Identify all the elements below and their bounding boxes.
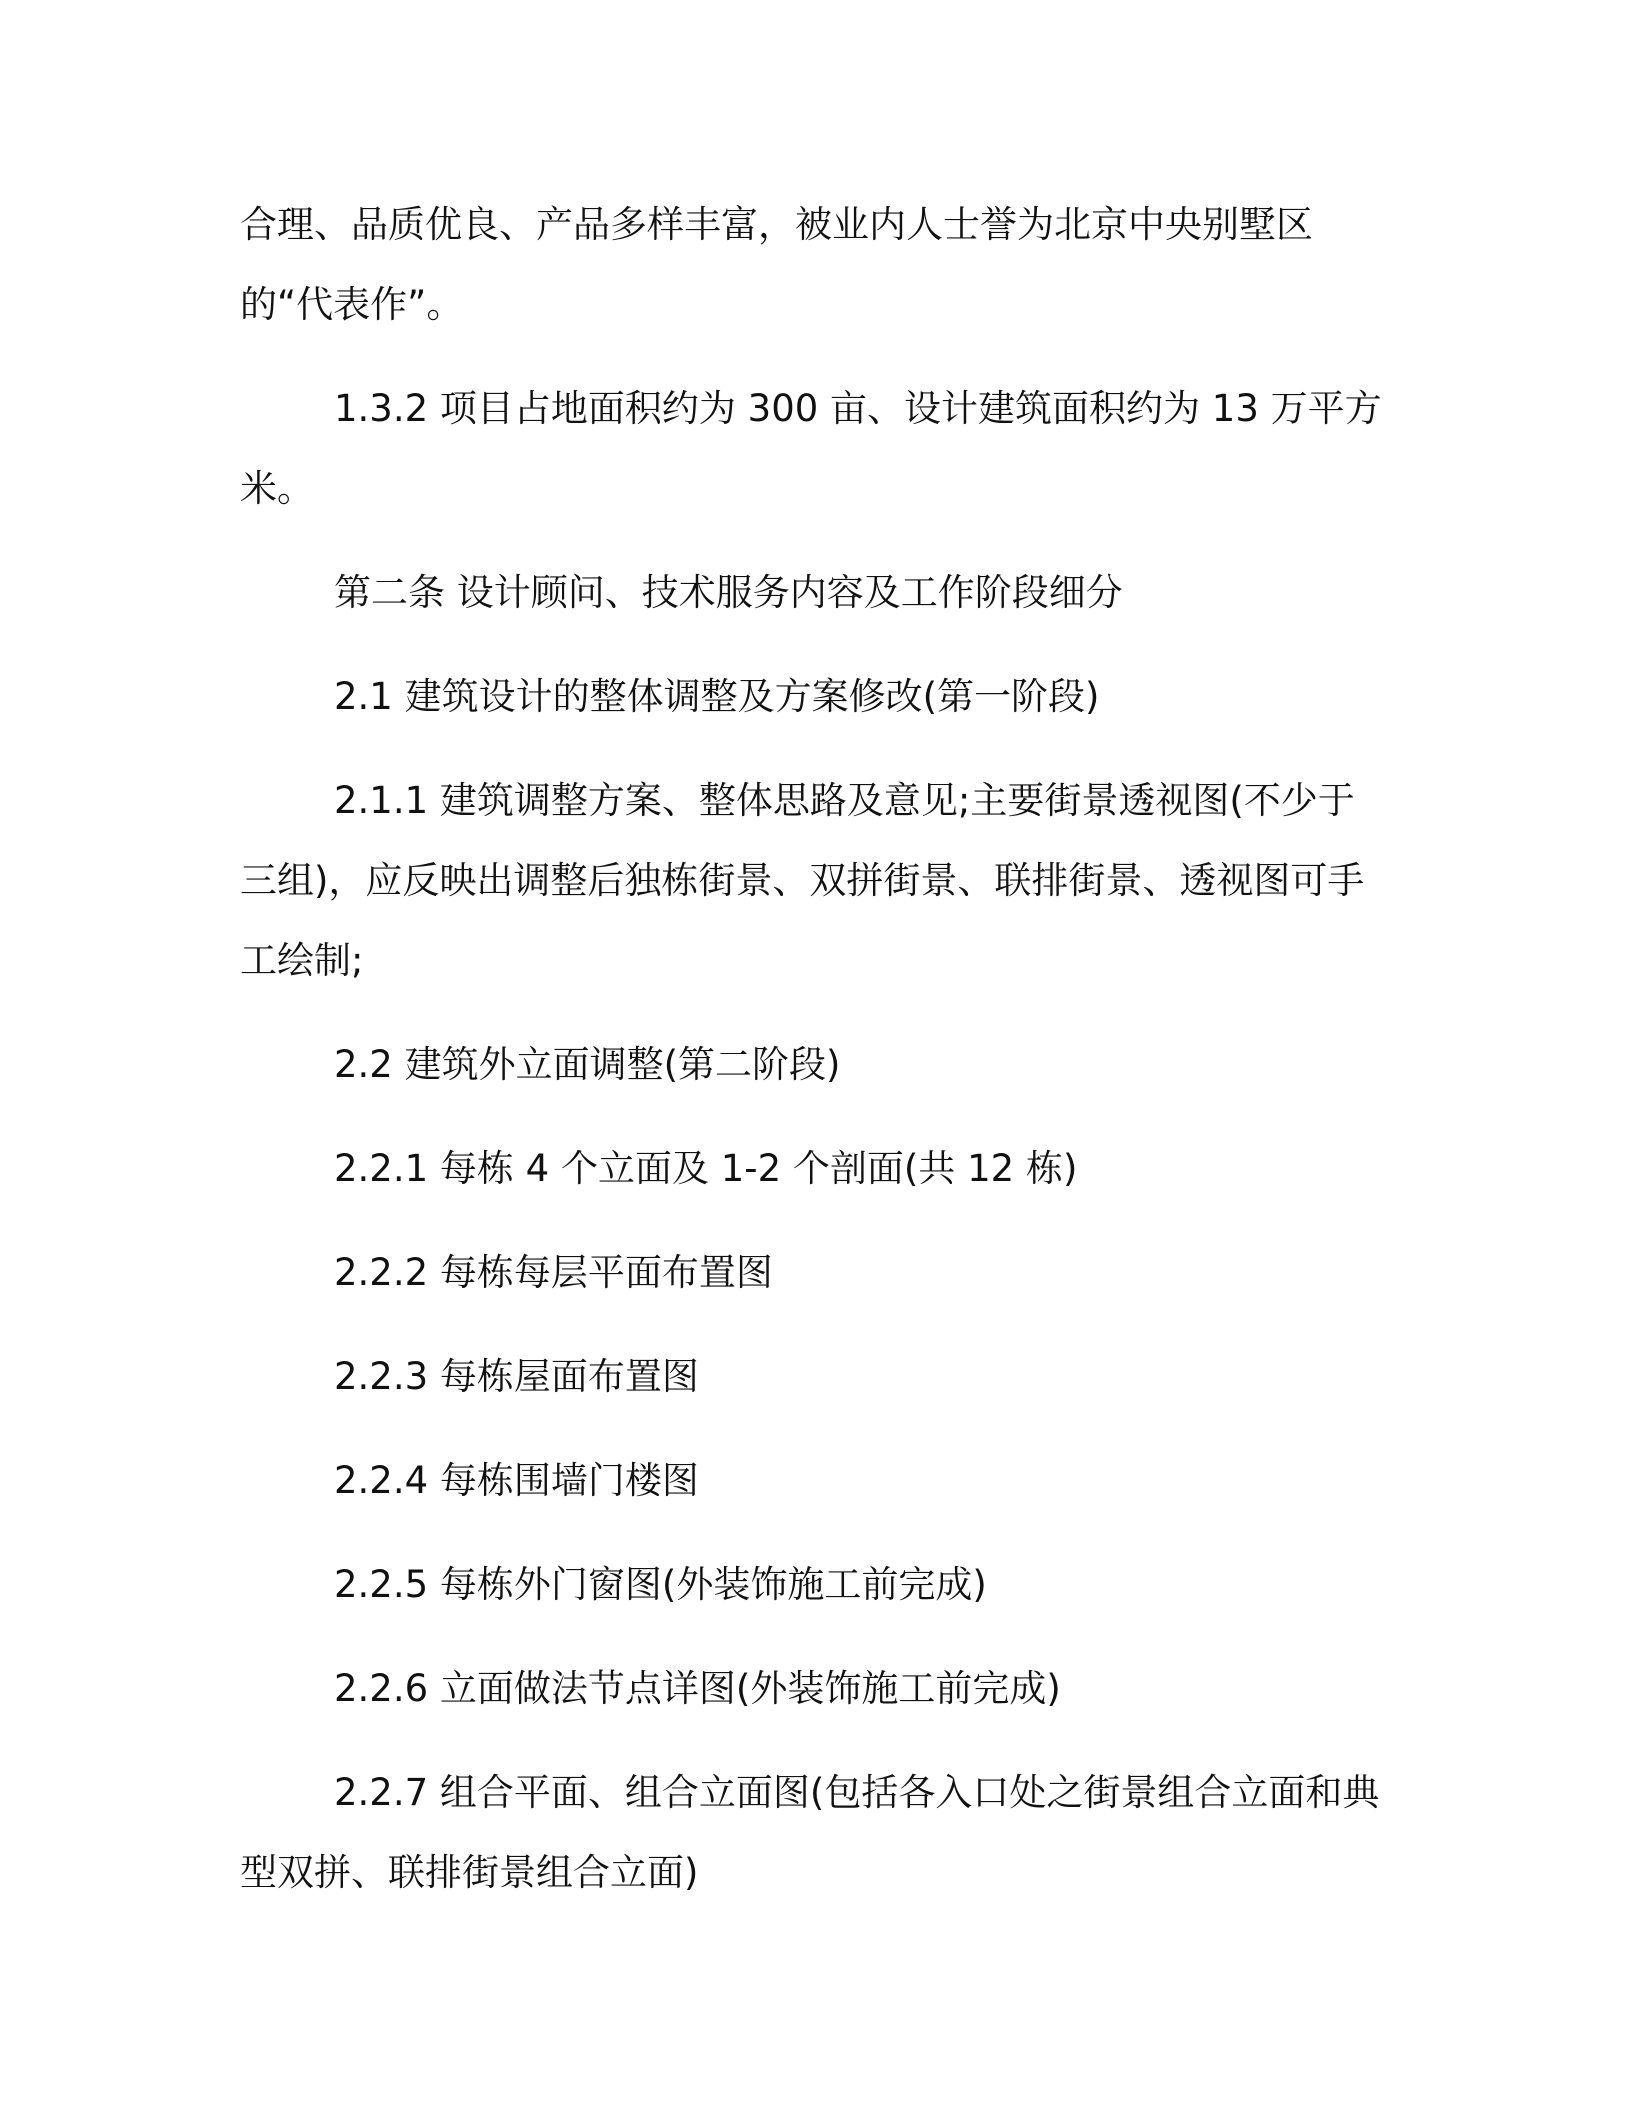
paragraph-2-1-1: 2.1.1 建筑调整方案、整体思路及意见;主要街景透视图(不少于三组)，应反映出调整后独栋街景、双拼街景、联排街景、透视图可手工绘制; bbox=[240, 779, 1365, 982]
paragraph-2-2-1: 2.2.1 每栋 4 个立面及 1-2 个剖面(共 12 栋) bbox=[334, 1147, 1078, 1190]
paragraph-2-2-2: 2.2.2 每栋每层平面布置图 bbox=[334, 1251, 773, 1294]
article-two-heading: 第二条 设计顾问、技术服务内容及工作阶段细分 bbox=[334, 571, 1123, 614]
paragraph-1-3-2: 1.3.2 项目占地面积约为 300 亩、设计建筑面积约为 13 万平方米。 bbox=[240, 387, 1382, 510]
paragraph-2-2-5: 2.2.5 每栋外门窗图(外装饰施工前完成) bbox=[334, 1563, 987, 1606]
document-body bbox=[240, 185, 1390, 1937]
paragraph-2-2-4: 2.2.4 每栋围墙门楼图 bbox=[334, 1459, 699, 1502]
paragraph-2-2-6: 2.2.6 立面做法节点详图(外装饰施工前完成) bbox=[334, 1667, 1061, 1710]
section-2-1-heading: 2.1 建筑设计的整体调整及方案修改(第一阶段) bbox=[334, 675, 1100, 718]
paragraph-2-2-7: 2.2.7 组合平面、组合立面图(包括各入口处之街景组合立面和典型双拼、联排街景组合立面) bbox=[240, 1771, 1380, 1894]
section-2-2-heading: 2.2 建筑外立面调整(第二阶段) bbox=[334, 1043, 841, 1086]
paragraph-continuation: 合理、品质优良、产品多样丰富，被业内人士誉为北京中央别墅区的“代表作”。 bbox=[240, 203, 1313, 326]
paragraph-2-2-3: 2.2.3 每栋屋面布置图 bbox=[334, 1355, 699, 1398]
